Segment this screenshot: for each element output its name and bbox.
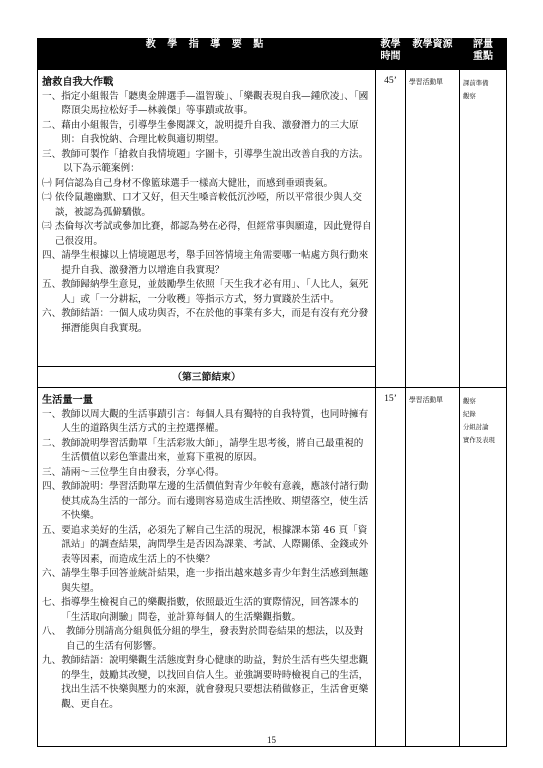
list-item-marker: 四、: [42, 250, 62, 261]
example-item: [42, 177, 372, 192]
example-item-marker: ㈠: [42, 177, 52, 189]
list-item-text: 教師可製作「搶救自我情境題」字圖卡，引導學生說出改善自我的方法。: [61, 148, 369, 160]
list-item-text: 請學生根據以上情境題思考，舉手回答情境主角需要哪一帖處方與行動來提升自我、激發潛力以增進自我實現？: [61, 250, 369, 276]
list-item: [42, 437, 372, 466]
list-item: [42, 596, 372, 625]
section2-resource: 學習活動單: [409, 396, 443, 404]
section1-time-cell: [376, 70, 406, 388]
list-item-text: 請兩～三位學生自由發表，分享心得。: [61, 466, 225, 478]
section1-title: 搶救自我大作戰: [42, 76, 114, 88]
section2-title: 生活量一量: [42, 394, 93, 406]
list-item-text: 教師說明：學習活動單左邊的生活價值對青少年較有意義，應該付諸行動使其成為生活的一部分。而右邊則容易造成生活挫敗、期望落空，使生活不快樂。: [61, 481, 369, 521]
list-item: [42, 148, 372, 163]
section2-resource-cell: [406, 388, 460, 747]
list-item-marker: 七、: [42, 597, 62, 608]
section1-content: [38, 70, 376, 367]
header-time: 教學 時間: [376, 39, 406, 70]
example-item-marker: ㈢: [42, 221, 52, 232]
example-intro: 以下為示範案例：: [63, 163, 140, 174]
header-steps: 教 學 指 導 要 點: [38, 39, 376, 70]
assessment-point: 分組討論: [463, 423, 489, 431]
list-item-text: 教師分別請高分組與低分組的學生，發表對於問卷結果的想法，以及對自己的生活有何影響。: [65, 626, 364, 652]
section2-time-cell: [376, 388, 406, 747]
example-item: [42, 191, 372, 220]
list-item: [42, 625, 372, 654]
list-item-marker: 一、: [42, 90, 62, 102]
list-item-marker: 三、: [42, 148, 62, 160]
list-item-text: 教師以周大觀的生活事蹟引言：每個人具有獨特的自我特質，也同時擁有人生的道路與生活方式的主控選擇權。: [61, 408, 369, 434]
list-item: [42, 480, 372, 524]
section2-points-cell: [460, 388, 507, 747]
section1-time: 45’: [384, 75, 397, 86]
list-item: [42, 90, 372, 119]
list-item: [42, 408, 372, 437]
list-item-marker: 三、: [42, 466, 62, 478]
list-item-marker: 二、: [42, 119, 62, 131]
assessment-point: 實作及表現: [463, 436, 495, 444]
list-item-text: 藉由小組報告，引導學生參閱課文，說明提升自我、激發潛力的三大原則：自我悅納、合理比較與適切期望。: [61, 119, 359, 145]
list-item-marker: 八、: [42, 626, 66, 637]
section1-points-cell: [460, 70, 507, 388]
list-item: [42, 654, 372, 712]
section2-time: 15’: [384, 393, 397, 404]
lesson-plan-table: [37, 38, 507, 747]
section1-end-cell: [38, 367, 376, 388]
list-item-marker: 九、: [42, 655, 62, 666]
list-item-text: 請學生舉手回答並統計結果，進一步指出越來越多青少年對生活感到無趣與失望。: [61, 568, 369, 594]
list-item-marker: 一、: [42, 408, 62, 420]
list-item-marker: 五、: [42, 279, 62, 290]
list-item: [42, 524, 372, 568]
list-item-marker: 六、: [42, 308, 62, 319]
section-end-note: （第三節結束）: [172, 372, 241, 383]
example-item-text: 杰倫每次考試或參加比賽，都認為勢在必得，但經常事與願違，因此覺得自己很沒用。: [55, 221, 372, 247]
header-resources: 教學資源: [406, 39, 460, 70]
list-item: [42, 249, 372, 278]
list-item-marker: 五、: [42, 524, 62, 536]
header-points: 評量 重點: [460, 39, 507, 70]
section1-resource: 學習活動單: [409, 78, 443, 86]
list-item: [42, 278, 372, 307]
list-item-text: 指定小組報告「聽奧金牌選手—溫智璇」、「樂觀表現自我—鍾欣凌」、「國際頂尖馬拉松好手—林義傑」等事蹟或故事。: [61, 90, 369, 116]
example-item: [42, 220, 372, 249]
section2-content: [38, 388, 376, 747]
section2-row: [38, 388, 507, 747]
section1-row: [38, 70, 507, 367]
list-item: [42, 567, 372, 596]
list-item-text: 教師歸納學生意見，並鼓勵學生依照「天生我才必有用」、「人比人，氣死人」或「一分耕耘，一分收穫」等指示方式，努力實踐於生活中。: [61, 279, 369, 305]
example-item-text: 依伶鼠趣幽默、口才又好，但天生嗓音較低沉沙啞，所以平常很少與人交談，被認為孤僻驕傲。: [55, 192, 362, 218]
list-item-text: 指導學生檢視自己的樂觀指數，依照最近生活的實際情況，回答課本的「生活取向測驗」問卷，並計算每個人的生活樂觀指數。: [61, 597, 359, 623]
example-item-marker: ㈡: [42, 192, 52, 203]
example-item-text: 阿信認為自己身材不像籃球選手一樣高大健壯，而感到垂頭喪氣。: [55, 177, 334, 189]
list-item: [42, 307, 372, 336]
section1-resource-cell: [406, 70, 460, 388]
assessment-point: 觀察: [463, 397, 476, 405]
list-item-marker: 六、: [42, 568, 62, 579]
assessment-point: 課前準備: [463, 79, 489, 87]
list-item-marker: 四、: [42, 481, 62, 492]
list-item-text: 要追求美好的生活，必須先了解自己生活的現況，根據課本第 46 頁「資訊站」的調查結果，詢問學生是否因為課業、考試、人際關係、金錢或外表等因素，而造成生活上的不快樂？: [61, 524, 369, 565]
list-item: [42, 466, 372, 481]
table-header-row: [38, 39, 507, 70]
list-item-text: 教師說明學習活動單「生活彩妝大師」，請學生思考後，將自己最重視的生活價值以彩色筆畫出來，並寫下重視的原因。: [61, 437, 364, 463]
list-item: [42, 119, 372, 148]
list-item-text: 教師結語：一個人成功與否，不在於他的事業有多大，而是有沒有充分發揮潛能與自我實現。: [61, 308, 369, 334]
list-item-marker: 二、: [42, 437, 62, 449]
assessment-point: 觀察: [463, 92, 476, 100]
page-number: 15: [267, 735, 276, 745]
assessment-point: 紀錄: [463, 410, 476, 418]
list-item-text: 教師結語：說明樂觀生活態度對身心健康的助益，對於生活有些失望悲觀的學生，鼓勵其改變，以找回自信人生。並強調要時時檢視自己的生活，找出生活不快樂與壓力的來源，就會發現只要想法稍做修正，生活會更樂觀、更自在。: [61, 655, 369, 710]
